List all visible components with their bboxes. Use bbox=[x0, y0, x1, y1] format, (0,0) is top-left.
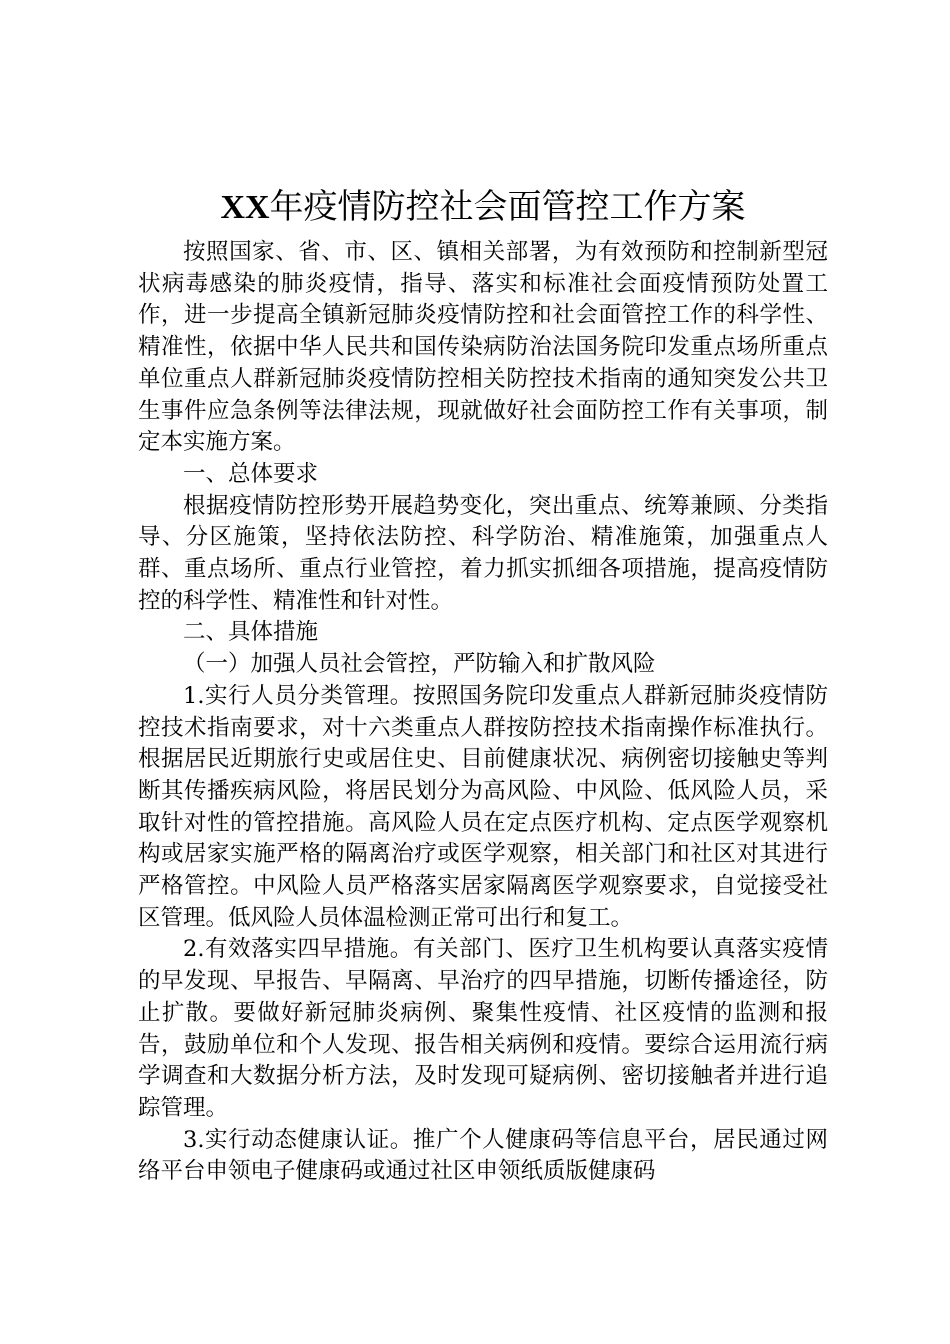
section-heading-general-requirements: 一、总体要求 bbox=[183, 460, 319, 487]
measure-3-paragraph: 3.实行动态健康认证。推广个人健康码等信息平台，居民通过网络平台申领电子健康码或通过社区申领纸质版健康码 bbox=[138, 1126, 828, 1185]
subsection-heading-personnel-control: （一）加强人员社会管控，严防输入和扩散风险 bbox=[183, 651, 656, 678]
title-text: 年疫情防控社会面管控工作方案 bbox=[269, 187, 746, 227]
section-heading-specific-measures: 二、具体措施 bbox=[183, 619, 319, 646]
measure-1-paragraph: 1.实行人员分类管理。按照国务院印发重点人群新冠肺炎疫情防控技术指南要求，对十六类重点人群按防控技术指南操作标准执行。根据居民近期旅行史或居住史、目前健康状况、病例密切接触史等判断其传播疾病风险，将居民划分为高风险、中风险、低风险人员，采取针对性的管控措施。高风险人员在定点医疗机构、定点医学观察机构或居家实施严格的隔离治疗或医学观察，相关部门和社区对其进行严格管控。中风险人员严格落实居家隔离医学观察要求，自觉接受社区管理。低风险人员体温检测正常可出行和复工。 bbox=[138, 682, 828, 931]
measure-2-paragraph: 2.有效落实四早措施。有关部门、医疗卫生机构要认真落实疫情的早发现、早报告、早隔离、早治疗的四早措施，切断传播途径，防止扩散。要做好新冠肺炎病例、聚集性疫情、社区疫情的监测和报告，鼓励单位和个人发现、报告相关病例和疫情。要综合运用流行病学调查和大数据分析方法，及时发现可疑病例、密切接触者并进行追踪管理。 bbox=[138, 936, 828, 1121]
intro-paragraph: 按照国家、省、市、区、镇相关部署，为有效预防和控制新型冠状病毒感染的肺炎疫情，指导、落实和标准社会面疫情预防处置工作，进一步提高全镇新冠肺炎疫情防控和社会面管控工作的科学性、精准性，依据中华人民共和国传染病防治法国务院印发重点场所重点单位重点人群新冠肺炎疫情防控相关防控技术指南的通知突发公共卫生事件应急条例等法律法规，现就做好社会面防控工作有关事项，制定本实施方案。 bbox=[138, 239, 828, 456]
document-page bbox=[138, 182, 828, 1188]
document-title bbox=[138, 182, 828, 233]
general-requirements-paragraph: 根据疫情防控形势开展趋势变化，突出重点、统筹兼顾、分类指导、分区施策，坚持依法防控、科学防治、精准施策，加强重点人群、重点场所、重点行业管控，着力抓实抓细各项措施，提高疫情防控的科学性、精准性和针对性。 bbox=[138, 492, 828, 614]
title-prefix: XX bbox=[220, 189, 270, 226]
